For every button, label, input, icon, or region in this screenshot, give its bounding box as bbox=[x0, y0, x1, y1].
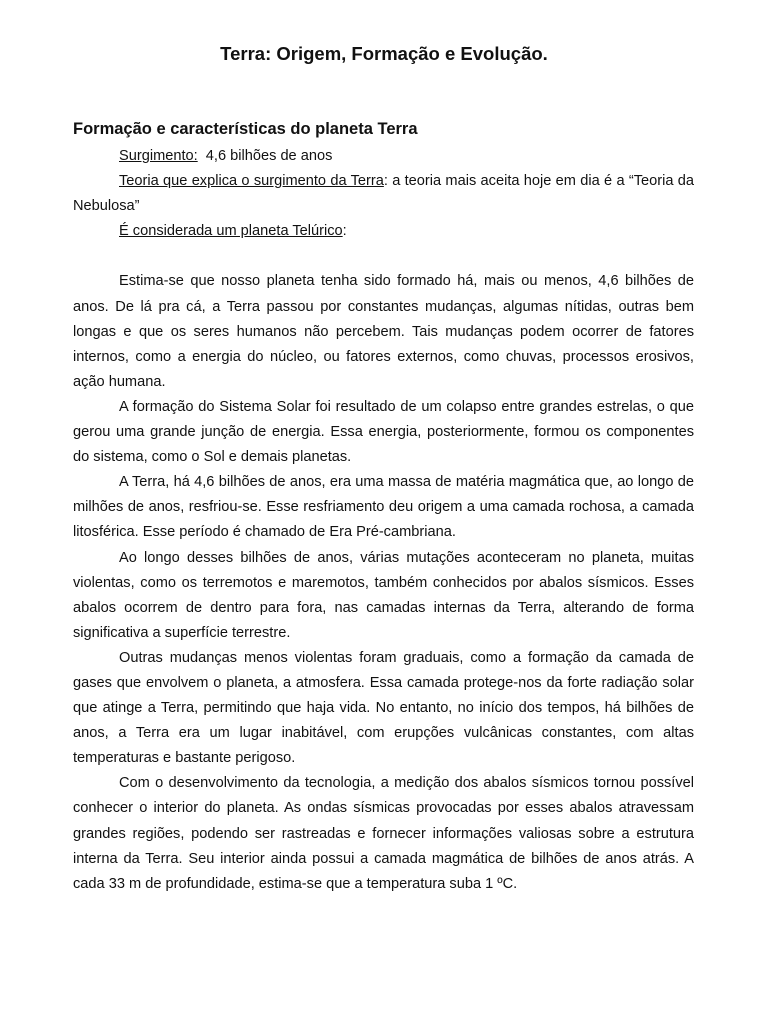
surgimento-value: 4,6 bilhões de anos bbox=[197, 148, 333, 164]
section-heading: Formação e características do planeta Terra bbox=[73, 120, 418, 138]
paragraph: A formação do Sistema Solar foi resultado de um colapso entre grandes estrelas, o que gerou uma grande junção de energia. Essa energia, posteriormente, formou os componentes do sistema, como o Sol e demais planetas. bbox=[73, 398, 694, 466]
spacer bbox=[73, 244, 694, 269]
teoria-label: Teoria que explica o surgimento da Terra bbox=[119, 173, 384, 190]
document-body bbox=[73, 144, 694, 897]
paragraph: Com o desenvolvimento da tecnologia, a medição dos abalos sísmicos tornou possível conhecer o interior do planeta. As ondas sísmicas provocadas por esses abalos atravessam grandes regiões, podendo ser rastreadas e fornecer informações valiosas sobre a estrutura interna da Terra. Seu interior ainda possui a camada magmática de bilhões de anos atrás. A cada 33 m de profundidade, estima-se que a temperatura suba 1 ºC. bbox=[73, 775, 694, 892]
document-title: Terra: Origem, Formação e Evolução. bbox=[220, 43, 548, 64]
surgimento-label: Surgimento: bbox=[119, 148, 198, 164]
paragraph: Estima-se que nosso planeta tenha sido formado há, mais ou menos, 4,6 bilhões de anos. De lá pra cá, a Terra passou por constantes mudanças, algumas nítidas, outras bem longas e que os seres humanos não percebem. Tais mudanças podem ocorrer de fatores internos, como a energia do núcleo, ou fatores externos, como chuvas, processos erosivos, ação humana. bbox=[73, 273, 694, 390]
teoria-value: : a teoria mais aceita hoje em dia é a “Teoria da Nebulosa” bbox=[73, 173, 694, 215]
telurico-value: : bbox=[342, 223, 347, 240]
paragraph: A Terra, há 4,6 bilhões de anos, era uma massa de matéria magmática que, ao longo de milhões de anos, resfriou-se. Esse resfriamento deu origem a uma camada rochosa, a camada litosférica. Esse período é chamado de Era Pré-cambriana. bbox=[73, 474, 694, 541]
telurico-label: É considerada um planeta Telúrico bbox=[119, 223, 343, 240]
paragraph: Ao longo desses bilhões de anos, várias mutações aconteceram no planeta, muitas violentas, como os terremotos e maremotos, também conhecidos por abalos sísmicos. Esses abalos ocorrem de dentro para fora, nas camadas internas da Terra, alterando de forma significativa a superfície terrestre. bbox=[73, 549, 694, 641]
fact-surgimento bbox=[73, 144, 694, 169]
paragraph: Outras mudanças menos violentas foram graduais, como a formação da camada de gases que envolvem o planeta, a atmosfera. Essa camada protege-nos da forte radiação solar que atinge a Terra, permitindo que haja vida. No entanto, no início dos tempos, há bilhões de anos, a Terra era um lugar inabitável, com erupções vulcânicas constantes, com altas temperaturas e bastante perigoso. bbox=[73, 649, 694, 767]
fact-telurico bbox=[73, 219, 694, 244]
fact-teoria bbox=[73, 169, 694, 219]
